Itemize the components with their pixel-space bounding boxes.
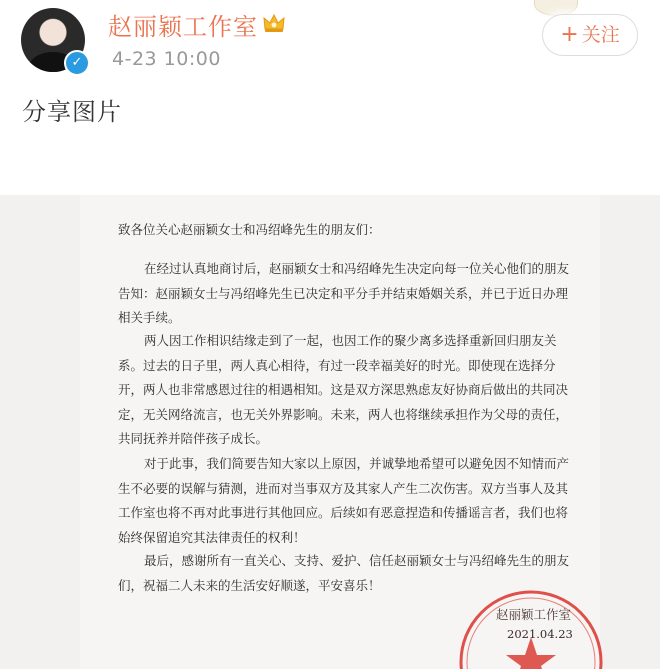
letter-paragraph: 对于此事，我们简要告知大家以上原因，并诚挚地希望可以避免因不知情而产生不必要的误解与猜测，进而对当事双方及其家人产生二次伤害。双方当事人及其工作室也将不再对此事进行其他回应。后续如有恶意捏造和传播谣言者，我们也将始终保留追究其法律责任的权利！ [118,456,570,545]
plus-icon: + [560,22,579,47]
shared-image[interactable] [0,195,660,669]
letter-signature: 赵丽颖工作室 [496,607,572,622]
letter-paragraph: 最后，感谢所有一直关心、支持、爱护、信任赵丽颖女士与冯绍峰先生的朋友们，祝福二人未来的生活安好顺遂，平安喜乐！ [118,553,570,593]
verified-v-icon: ✓ [64,50,90,76]
username[interactable]: 赵丽颖工作室 [108,13,258,41]
letter-greeting: 致各位关心赵丽颖女士和冯绍峰先生的朋友们： [118,222,381,237]
post-timestamp[interactable]: 4-23 10:00 [112,48,221,70]
post-text: 分享图片 [22,98,122,126]
follow-button[interactable] [542,14,638,56]
letter-paragraph: 在经过认真地商讨后，赵丽颖女士和冯绍峰先生决定向每一位关心他们的朋友告知：赵丽颖女士与冯绍峰先生已决定和平分手并结束婚姻关系，并已于近日办理相关手续。 [118,261,570,325]
letter-paragraph: 两人因工作相识结缘走到了一起，也因工作的聚少离多选择重新回归朋友关系。过去的日子里，两人真心相待，有过一段幸福美好的时光。即使现在选择分开，两人也非常感恩过往的相遇相知。这是双方深思熟虑友好协商后做出的共同决定，无关网络流言，也无关外界影响。未来，两人也将继续承担作为父母的责任，共同抚养并陪伴孩子成长。 [118,333,569,446]
follow-label: 关注 [581,24,620,46]
statement-letter [80,195,600,669]
crown-badge-icon[interactable] [262,12,286,34]
letter-date: 2021.04.23 [507,627,573,641]
